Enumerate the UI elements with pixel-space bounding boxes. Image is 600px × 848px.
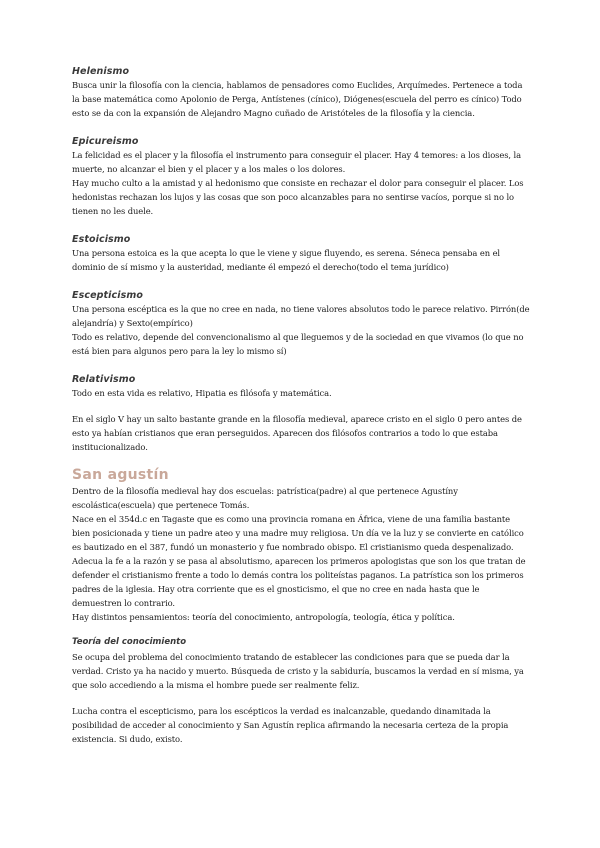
section-title: Escepticismo — [72, 290, 143, 301]
subsection-title: Teoría del conocimiento — [72, 637, 187, 647]
paragraph: Busca unir la filosofía con la ciencia, hablamos de pensadores como Euclides, Arquímedes. Pertenece a toda la base matemática como Apolonio de Perga, Antístenes (cínico), Diógenes(escuela del perro es cínico) Todo esto se da con la expansión de Alejandro Magno cuñado de Aristóteles de la filosofía y la ciencia. — [72, 80, 523, 118]
section-title: Epicureismo — [72, 136, 139, 147]
paragraph: Una persona escéptica es la que no cree en nada, no tiene valores absolutos todo le parece relativo. Pirrón(de alejandría) y Sexto(empírico) — [72, 304, 530, 328]
paragraph: Hay distintos pensamientos: teoría del conocimiento, antropología, teología, ética y política. — [72, 612, 455, 622]
paragraph: Todo en esta vida es relativo, Hipatia es filósofa y matemática. — [72, 388, 332, 398]
section-escepticismo — [72, 290, 530, 358]
document-body — [72, 66, 530, 746]
paragraph: Hay mucho culto a la amistad y al hedonismo que consiste en rechazar el dolor para conseguir el placer. Los hedonistas rechazan los lujos y las cosas que son poco alcanzables para no sentirse vacíos, porque si no lo tienen no les duele. — [72, 178, 524, 216]
section-title: San agustín — [72, 467, 169, 483]
section-helenismo — [72, 66, 530, 120]
paragraph: Una persona estoica es la que acepta lo que le viene y sigue fluyendo, es serena. Séneca pensaba en el dominio de sí mismo y la austeridad, mediante él empezó el derecho(todo el tema jurídico) — [72, 248, 501, 272]
section-title: Helenismo — [72, 66, 130, 77]
section-title: Relativismo — [72, 374, 136, 385]
paragraph: Lucha contra el escepticismo, para los escépticos la verdad es inalcanzable, quedando dinamitada la posibilidad de acceder al conocimiento y San Agustín replica afirmando la necesaria certeza de la propia existencia. Si dudo, existo. — [72, 706, 509, 744]
paragraph: Todo es relativo, depende del convencionalismo al que lleguemos y de la sociedad en que vivamos (lo que no está bien para algunos pero para la ley lo mismo sí) — [72, 332, 524, 356]
section-relativismo — [72, 374, 530, 454]
paragraph: En el siglo V hay un salto bastante grande en la filosofía medieval, aparece cristo en el siglo 0 pero antes de esto ya habían cristianos que eran perseguidos. Aparecen dos filósofos contrarios a todo lo que estaba institucionalizado. — [72, 414, 522, 452]
section-estoicismo — [72, 234, 530, 274]
section-teoria-conocimiento — [72, 636, 530, 746]
paragraph: La felicidad es el placer y la filosofía el instrumento para conseguir el placer. Hay 4 temores: a los dioses, la muerte, no alcanzar el bien y el placer y a los males o los dolores. — [72, 150, 521, 174]
paragraph: Adecua la fe a la razón y se pasa al absolutismo, aparecen los primeros apologistas que son los que tratan de defender el cristianismo frente a todo lo demás contra los politeístas paganos. La patrística son los primeros padres de la iglesia. Hay otra corriente que es el gnosticismo, el que no cree en nada hasta que le demuestren lo contrario. — [72, 556, 526, 608]
section-epicureismo — [72, 136, 530, 218]
paragraph: Se ocupa del problema del conocimiento tratando de establecer las condiciones para que se pueda dar la verdad. Cristo ya ha nacido y muerto. Búsqueda de cristo y la sabiduría, buscamos la verdad en sí misma, ya que solo accediendo a la misma el hombre puede ser realmente feliz. — [72, 652, 524, 690]
section-san-agustin — [72, 466, 530, 624]
paragraph: Nace en el 354d.c en Tagaste que es como una provincia romana en África, viene de una familia bastante bien posicionada y tiene un padre ateo y una madre muy religiosa. Un día ve la luz y se convierte en católico es bautizado en el 387, fundó un monasterio y fue nombrado obispo. El cristianismo queda despenalizado. — [72, 514, 524, 552]
section-title: Estoicismo — [72, 234, 131, 245]
paragraph: Dentro de la filosofía medieval hay dos escuelas: patrística(padre) al que pertenece Agustíny escolástica(escuela) que pertenece Tomás. — [72, 486, 458, 510]
